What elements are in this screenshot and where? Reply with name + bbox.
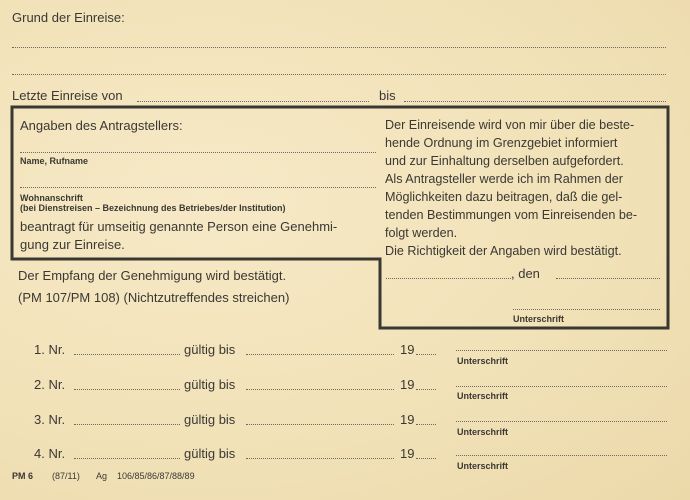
permit-nr-field[interactable] (74, 389, 180, 390)
year-field[interactable] (416, 354, 436, 355)
valid-until-label: gültig bis (184, 342, 236, 357)
form-id: PM 6 (12, 471, 34, 481)
year-prefix: 19 (400, 446, 415, 461)
permit-nr-label: 4. Nr. (34, 446, 66, 461)
valid-until-field[interactable] (246, 389, 394, 390)
valid-until-label: gültig bis (184, 412, 236, 427)
year-prefix: 19 (400, 412, 415, 427)
valid-until-field[interactable] (246, 458, 394, 459)
permit-signature-line[interactable] (456, 386, 667, 387)
declaration-text (385, 116, 665, 260)
valid-until-field[interactable] (246, 424, 394, 425)
name-field[interactable] (20, 187, 376, 188)
until-label: bis (379, 88, 396, 103)
declaration-line: Die Richtigkeit der Angaben wird bestätigt. (385, 244, 622, 258)
declaration-line: Der Einreisende wird von mir über die beste- (385, 118, 635, 132)
reason-label: Grund der Einreise: (12, 10, 125, 25)
permit-signature-line[interactable] (456, 421, 667, 422)
permit-nr-field[interactable] (74, 354, 180, 355)
request-line-2: gung zur Einreise. (20, 237, 125, 252)
receipt-line-1: Der Empfang der Genehmigung wird bestätigt. (18, 268, 287, 283)
permit-signature-label: Unterschrift (457, 356, 509, 366)
applicant-signature-label: Unterschrift (513, 314, 565, 324)
valid-until-label: gültig bis (184, 446, 236, 461)
permit-signature-line[interactable] (456, 455, 667, 456)
declaration-line: und zur Einhaltung derselben aufgefordert. (385, 154, 624, 168)
permit-nr-field[interactable] (74, 458, 180, 459)
permit-nr-field[interactable] (74, 424, 180, 425)
ag-numbers: 106/85/86/87/88/89 (117, 471, 195, 481)
permit-nr-label: 3. Nr. (34, 412, 66, 427)
place-field[interactable] (386, 278, 511, 279)
address-note: (bei Dienstreisen – Bezeichnung des Betriebes/der Institution) (20, 203, 286, 213)
year-prefix: 19 (400, 342, 415, 357)
date-label: , den (511, 266, 540, 281)
receipt-line-2: (PM 107/PM 108) (Nichtzutreffendes streichen) (18, 290, 290, 305)
year-field[interactable] (416, 389, 436, 390)
declaration-line: hende Ordnung im Grenzgebiet informiert (385, 136, 618, 150)
declaration-line: Möglichkeiten dazu beitragen, daß die gel- (385, 190, 623, 204)
ag-label: Ag (96, 471, 108, 481)
form-edition: (87/11) (52, 471, 80, 481)
year-prefix: 19 (400, 377, 415, 392)
name-label: Name, Rufname (20, 156, 89, 166)
valid-until-label: gültig bis (184, 377, 236, 392)
declaration-line: folgt werden. (385, 226, 458, 240)
address-label: Wohnanschrift (20, 193, 83, 203)
date-field[interactable] (556, 278, 660, 279)
declaration-line: tenden Bestimmungen vom Einreisenden be- (385, 208, 638, 222)
declaration-line: Als Antragsteller werde ich im Rahmen der (385, 172, 623, 186)
permit-signature-label: Unterschrift (457, 427, 509, 437)
year-field[interactable] (416, 458, 436, 459)
year-field[interactable] (416, 424, 436, 425)
applicant-line-1[interactable] (20, 152, 376, 153)
permit-signature-label: Unterschrift (457, 461, 509, 471)
permit-signature-label: Unterschrift (457, 391, 509, 401)
permit-signature-line[interactable] (456, 350, 667, 351)
applicant-title: Angaben des Antragstellers: (20, 118, 183, 133)
permit-nr-label: 2. Nr. (34, 377, 66, 392)
valid-until-field[interactable] (246, 354, 394, 355)
permit-nr-label: 1. Nr. (34, 342, 66, 357)
request-line-1: beantragt für umseitig genannte Person eine Genehmi- (20, 219, 338, 234)
last-entry-label: Letzte Einreise von (12, 88, 123, 103)
applicant-signature-line[interactable] (513, 309, 660, 310)
